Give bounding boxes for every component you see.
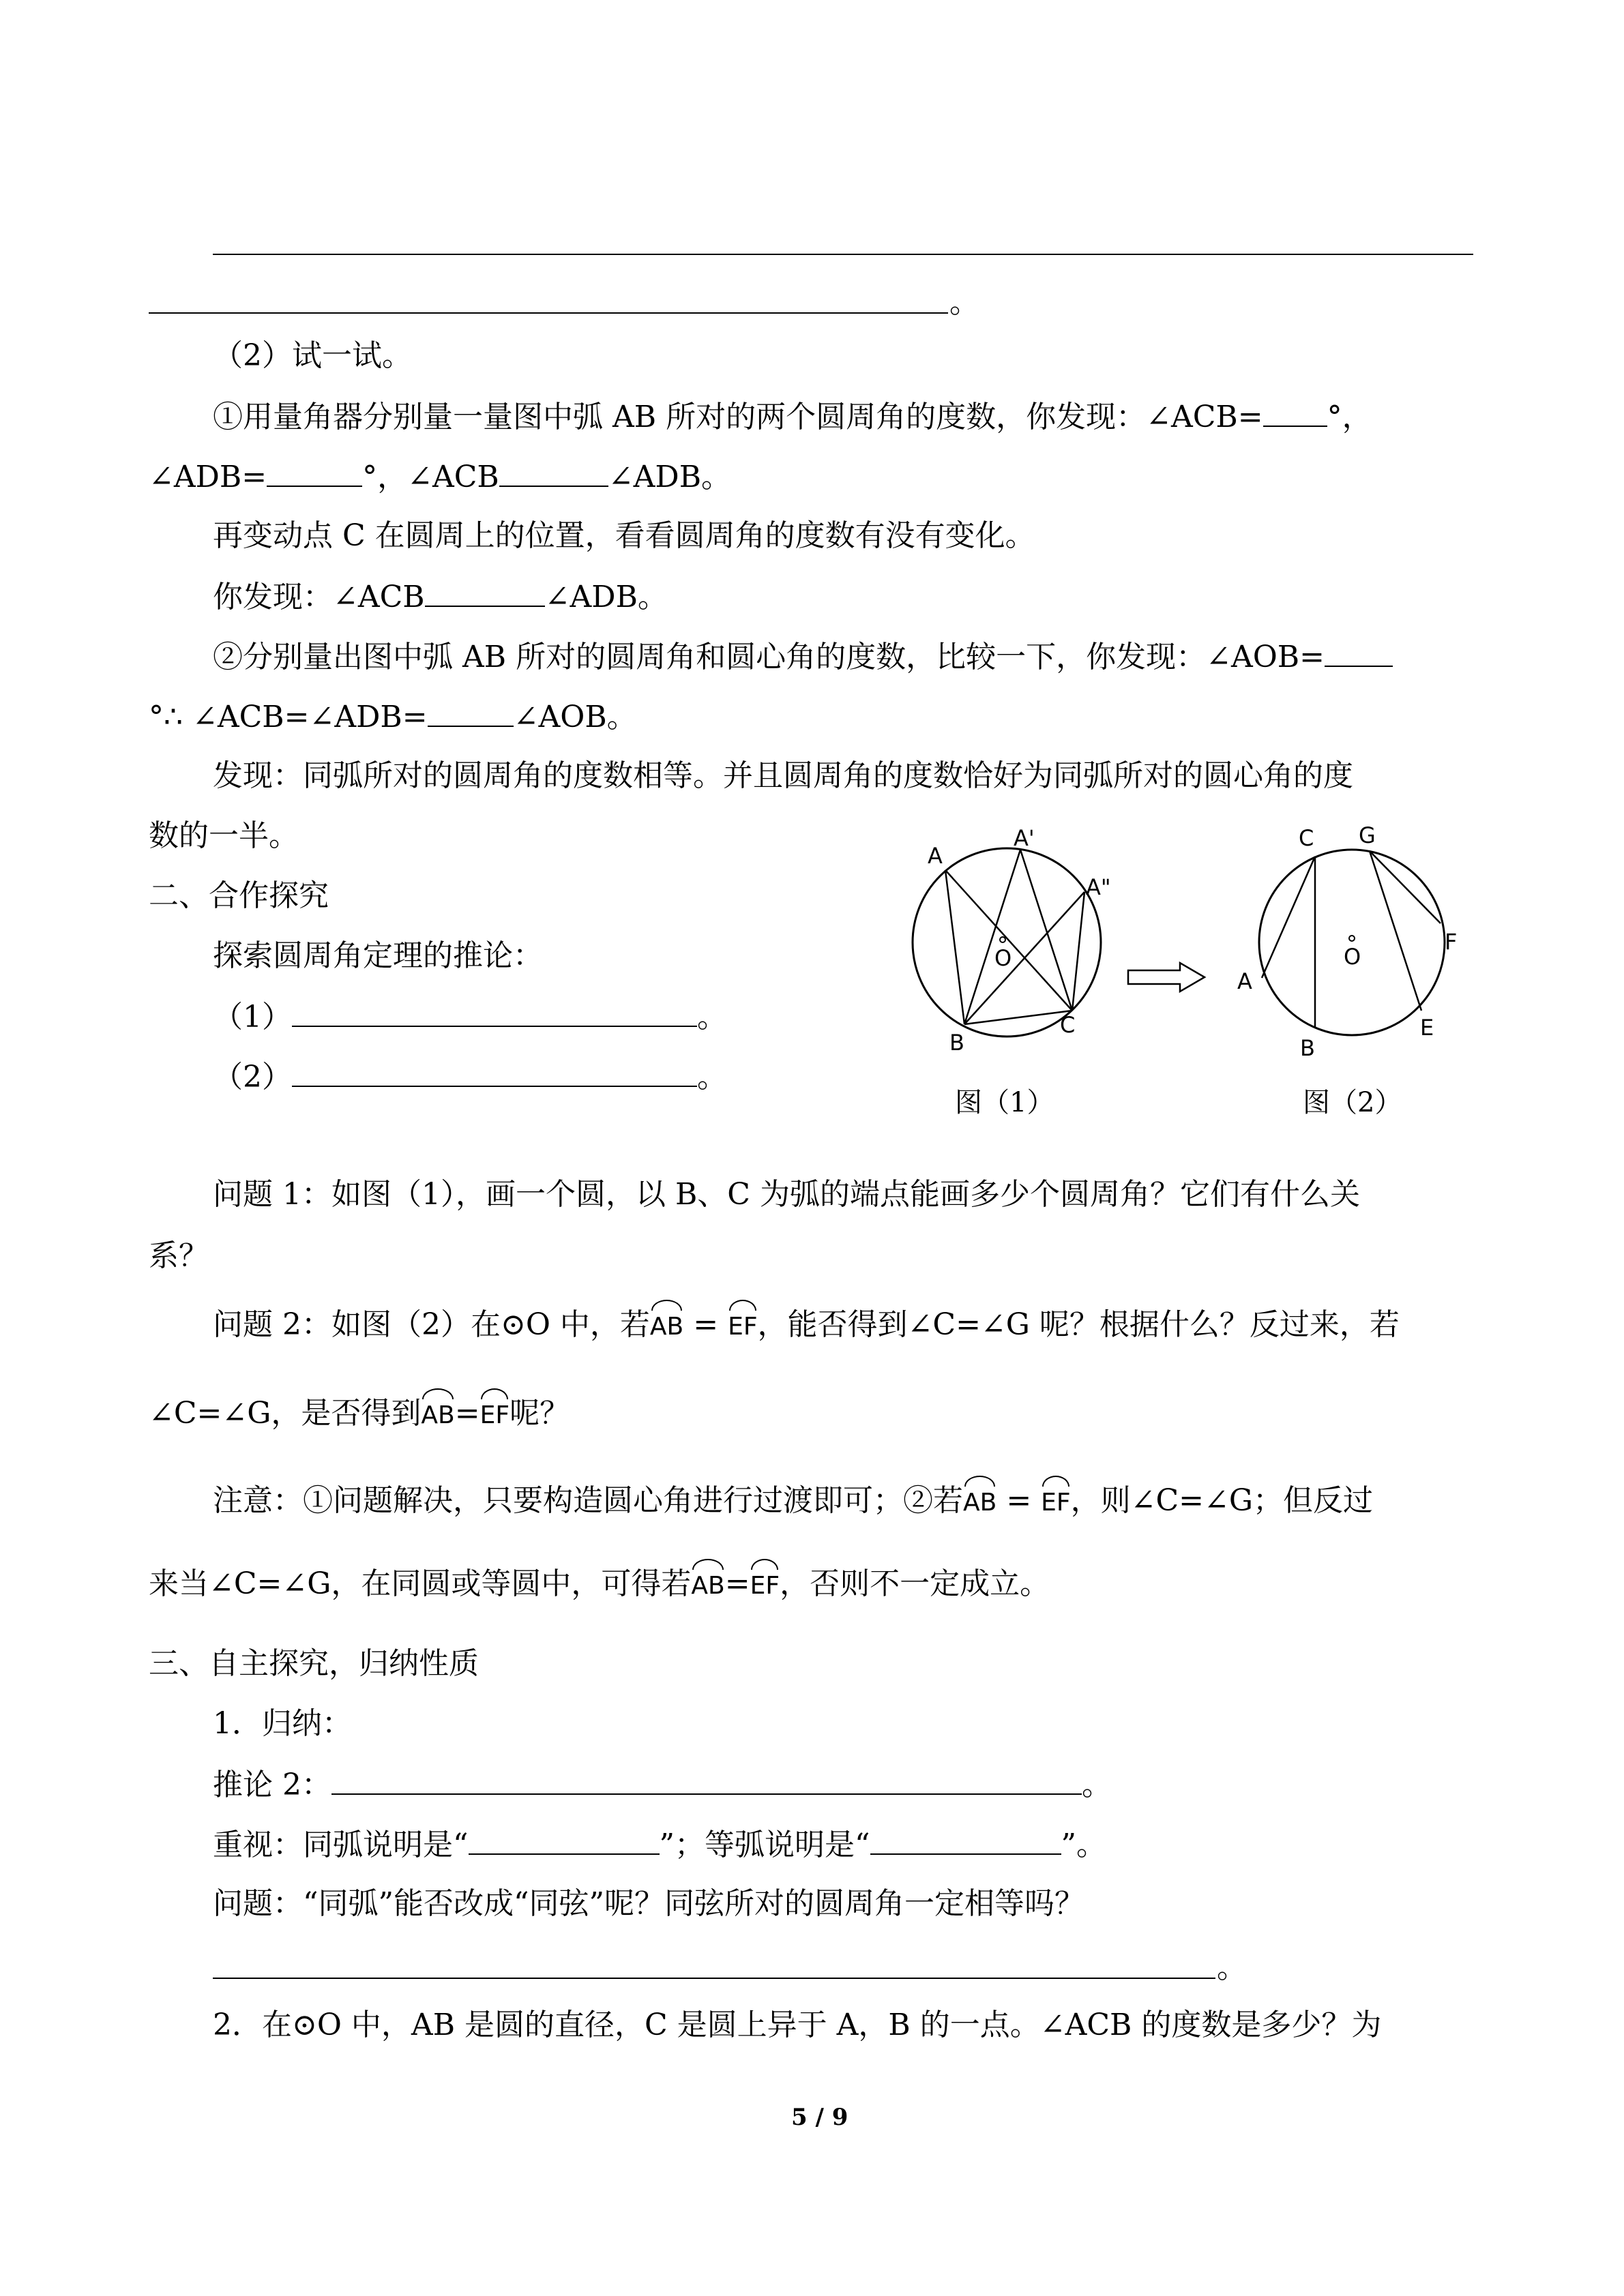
discover-1: 发现：同弧所对的圆周角的度数相等。并且圆周角的度数恰好为同弧所对的圆心角的度 (213, 758, 1353, 793)
emphasis-line: 重视：同弧说明是“ ”；等弧说明是“ ”。 (213, 1823, 1106, 1866)
fig2-circle (1259, 850, 1445, 1035)
arrow-icon (1125, 960, 1207, 994)
answer-line (213, 254, 1473, 255)
section3-heading: 三、自主探究，归纳性质 (149, 1646, 479, 1681)
discover-2: 数的一半。 (149, 818, 299, 853)
problem1-line2: 系？ (149, 1238, 209, 1273)
section2-intro: 探索圆周角定理的推论： (213, 938, 543, 973)
blank-corollary2-text (331, 1763, 1082, 1795)
fig2-label-c: C (1299, 825, 1314, 851)
induction-title: 1．归纳： (213, 1706, 352, 1741)
blank-corollary2 (292, 1056, 697, 1087)
blank-ratio (428, 696, 514, 727)
corollary-item1: （1） 。 (213, 996, 727, 1038)
exercise-2: 2．在⊙O 中，AB 是圆的直径，C 是圆上异于 A，B 的一点。∠ACB 的度数是多少？为 (213, 2008, 1382, 2042)
q1-line2: ∠ADB= °，∠ACB ∠ADB。 (149, 456, 731, 498)
answer-line (149, 312, 948, 314)
fig1-label-c: C (1060, 1012, 1076, 1038)
note-line1: 注意：①问题解决，只要构造圆心角进行过渡即可；②若AB = EF，则∠C=∠G；但反过 (213, 1478, 1373, 1523)
blank-acb (1263, 396, 1327, 427)
fig1-label-a: A (928, 843, 943, 869)
problem2-line1: 问题 2：如图（2）在⊙O 中，若AB = EF，能否得到∠C=∠G 呢？根据什么？反过来，若 (213, 1302, 1400, 1347)
arc-ab: AB (963, 1478, 996, 1523)
corollary2-line: 推论 2： 。 (213, 1763, 1112, 1806)
blank-adb (267, 456, 362, 487)
fig2-label-a: A (1237, 968, 1252, 994)
blank-equal-arc (870, 1823, 1061, 1855)
figure-2 (1235, 818, 1480, 1064)
fig2-label-o: O (1344, 944, 1361, 970)
blank-compare2 (425, 576, 545, 607)
fig1-label-b: B (949, 1030, 964, 1056)
move-c: 再变动点 C 在圆周上的位置，看看圆周角的度数有没有变化。 (213, 518, 1035, 553)
arc-ab: AB (691, 1562, 724, 1607)
fig2-caption: 图（2） (1303, 1087, 1402, 1118)
find-line: 你发现：∠ACB ∠ADB。 (213, 576, 668, 618)
end-mark: 。 (1217, 1950, 1247, 1985)
fig1-chord (1020, 850, 1072, 1011)
arc-ef: EF (1041, 1478, 1070, 1523)
arc-ef: EF (728, 1302, 757, 1347)
fig2-label-e: E (1420, 1015, 1434, 1041)
fig1-caption: 图（1） (955, 1087, 1054, 1118)
fig1-center-dot (1000, 937, 1005, 942)
fig2-label-b: B (1300, 1035, 1315, 1061)
blank-same-arc (469, 1823, 660, 1855)
question-line: 问题：“同弧”能否改成“同弦”呢？同弦所对的圆周角一定相等吗？ (213, 1886, 1084, 1921)
arc-ef: EF (750, 1562, 780, 1607)
fig2-label-f: F (1445, 929, 1458, 955)
q2-line2: °∴ ∠ACB=∠ADB= ∠AOB。 (149, 696, 637, 738)
fig2-chord (1370, 851, 1421, 1011)
figure-1 (887, 818, 1146, 1064)
fig1-label-a1: A' (1014, 825, 1035, 851)
page-number: 5 / 9 (791, 2104, 848, 2131)
end-mark: 。 (949, 285, 979, 320)
arc-ef: EF (480, 1391, 510, 1436)
q1-line1: ①用量角器分别量一量图中弧 AB 所对的两个圆周角的度数，你发现：∠ACB= °， (213, 396, 1372, 438)
arc-ab: AB (650, 1302, 683, 1347)
fig2-chord (1370, 851, 1441, 923)
fig1-chord (1072, 892, 1084, 1011)
fig1-label-a2: A" (1086, 874, 1111, 900)
answer-line (213, 1978, 1215, 1979)
fig1-chord (945, 870, 964, 1024)
fig1-chord (945, 870, 1072, 1011)
blank-corollary1 (292, 996, 697, 1027)
fig2-label-g: G (1359, 822, 1376, 848)
blank-compare1 (499, 456, 608, 487)
problem1-line1: 问题 1：如图（1），画一个圆，以 B、C 为弧的端点能画多少个圆周角？它们有什么关 (213, 1177, 1360, 1212)
section2-heading: 二、合作探究 (149, 878, 329, 913)
blank-aob (1325, 636, 1393, 667)
fig1-chord (964, 850, 1020, 1024)
arc-ab: AB (421, 1391, 454, 1436)
fig1-label-o: O (994, 945, 1012, 971)
q2-line1: ②分别量出图中弧 AB 所对的圆周角和圆心角的度数，比较一下，你发现：∠AOB= (213, 636, 1393, 678)
problem2-line2: ∠C=∠G，是否得到AB=EF呢？ (149, 1391, 570, 1436)
fig2-center-dot (1349, 936, 1355, 941)
corollary-item2: （2） 。 (213, 1056, 727, 1098)
try-title: （2）试一试。 (213, 338, 412, 373)
note-line2: 来当∠C=∠G，在同圆或等圆中，可得若AB=EF，否则不一定成立。 (149, 1562, 1050, 1607)
